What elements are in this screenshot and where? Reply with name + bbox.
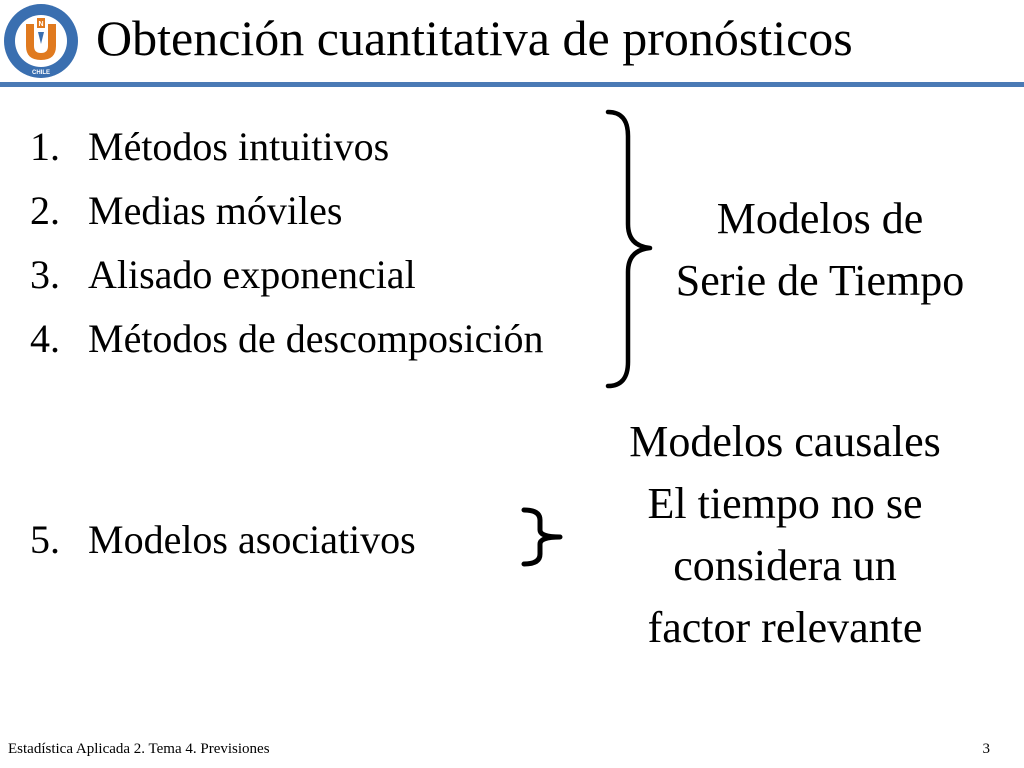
- list-item: [30, 115, 544, 179]
- small-right-brace-icon: [516, 506, 570, 568]
- time-series-methods-list: [30, 115, 544, 371]
- list-item: [30, 179, 544, 243]
- group-label-line: factor relevante: [647, 603, 923, 652]
- footer-page-number: 3: [982, 741, 990, 757]
- time-series-group-label: [640, 188, 1000, 312]
- university-logo: [2, 2, 80, 80]
- list-label: Métodos de descomposición: [88, 316, 544, 361]
- list-label: Medias móviles: [88, 188, 343, 233]
- list-number: 4.: [30, 316, 60, 361]
- group-label-line: Modelos de: [716, 194, 924, 243]
- associative-methods-list: [30, 508, 416, 572]
- group-label-line: Serie de Tiempo: [675, 256, 965, 305]
- group-label-line: considera un: [673, 541, 897, 590]
- title-underline: [0, 82, 1024, 87]
- list-label: Modelos asociativos: [88, 517, 416, 562]
- list-label: Alisado exponencial: [88, 252, 416, 297]
- slide-title: Obtención cuantitativa de pronósticos: [96, 10, 853, 66]
- list-number: 2.: [30, 188, 60, 233]
- list-number: 1.: [30, 124, 60, 169]
- list-item: [30, 508, 416, 572]
- list-number: 3.: [30, 252, 60, 297]
- list-number: 5.: [30, 517, 60, 562]
- group-label-line: El tiempo no se: [647, 479, 923, 528]
- group-label-line: Modelos causales: [629, 417, 941, 466]
- footer-course-title: Estadística Aplicada 2. Tema 4. Previsiones: [8, 741, 270, 757]
- list-item: [30, 307, 544, 371]
- list-item: [30, 243, 544, 307]
- list-label: Métodos intuitivos: [88, 124, 390, 169]
- emblem-letter-n: N: [38, 21, 44, 28]
- logo-country: CHILE: [32, 70, 50, 76]
- causal-group-label: [590, 411, 980, 659]
